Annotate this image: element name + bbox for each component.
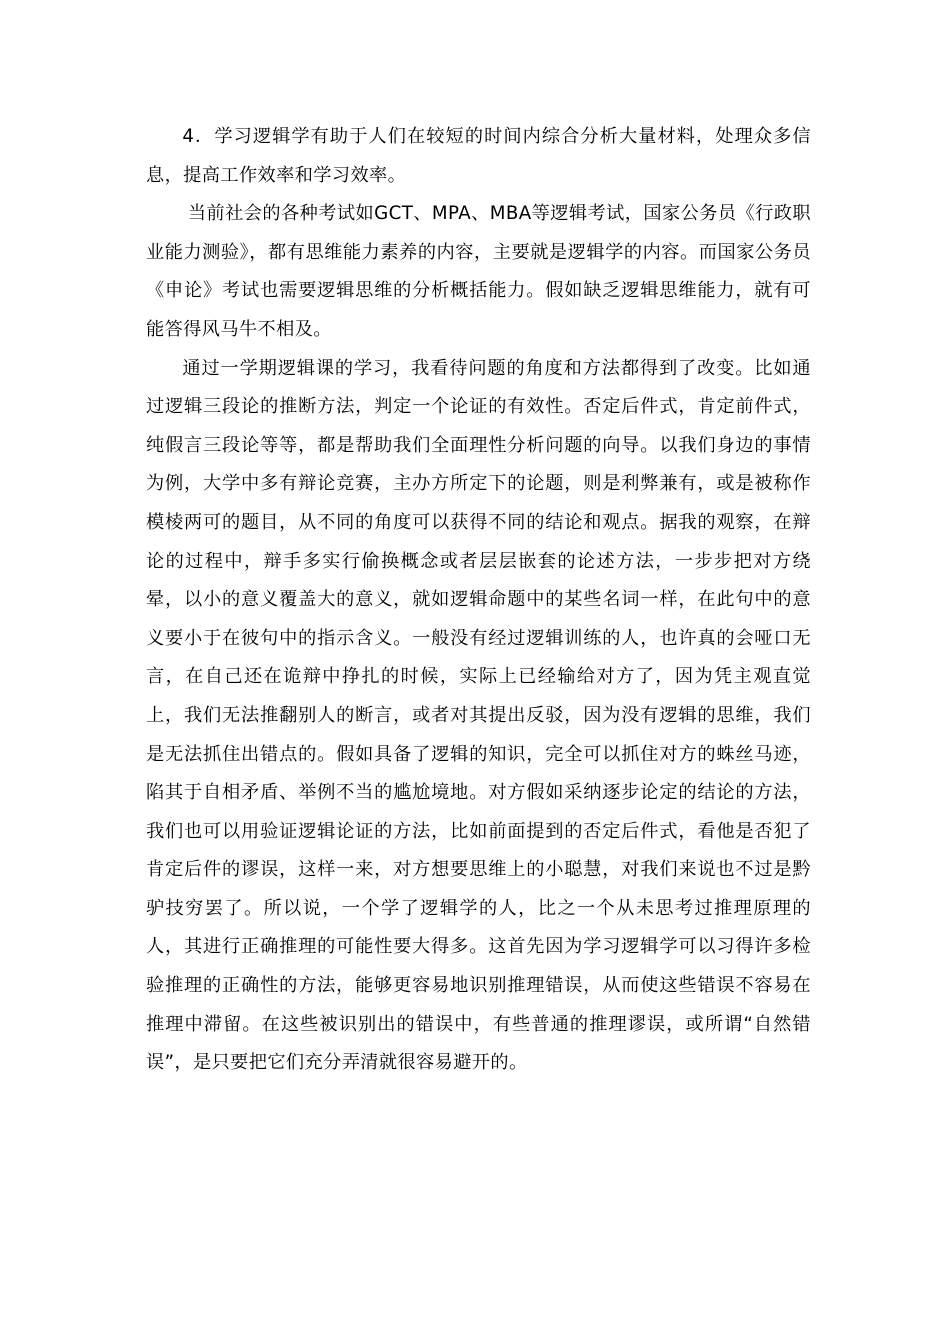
paragraph-exams: 当前社会的各种考试如GCT、MPA、MBA等逻辑考试，国家公务员《行政职业能力测验》，都有思维能力素养的内容，主要就是逻辑学的内容。而国家公务员《申论》考试也需要逻辑思维的分析概括能力。假如缺乏逻辑思维能力，就有可能答得风马牛不相及。 xyxy=(146,203,811,340)
paragraph-point-4: 4．学习逻辑学有助于人们在较短的时间内综合分析大量材料，处理众多信息，提高工作效率和学习效率。 xyxy=(146,126,811,186)
paragraph-course-reflection: 通过一学期逻辑课的学习，我看待问题的角度和方法都得到了改变。比如通过逻辑三段论的推断方法，判定一个论证的有效性。否定后件式，肯定前件式，纯假言三段论等等，都是帮助我们全面理性分析问题的向导。以我们身边的事情为例，大学中多有辩论竞赛，主办方所定下的论题，则是利弊兼有，或是被称作模棱两可的题目，从不同的角度可以获得不同的结论和观点。据我的观察，在辩论的过程中，辩手多实行偷换概念或者层层嵌套的论述方法，一步步把对方绕晕，以小的意义覆盖大的意义，就如逻辑命题中的某些名词一样，在此句中的意义要小于在彼句中的指示含义。一般没有经过逻辑训练的人，也许真的会哑口无言，在自己还在诡辩中挣扎的时候，实际上已经输给对方了，因为凭主观直觉上，我们无法推翻别人的断言，或者对其提出反驳，因为没有逻辑的思维，我们是无法抓住出错点的。假如具备了逻辑的知识，完全可以抓住对方的蛛丝马迹，陷其于自相矛盾、举例不当的尴尬境地。对方假如采纳逐步论定的结论的方法，我们也可以用验证逻辑论证的方法，比如前面提到的否定后件式，看他是否犯了肯定后件的谬误，这样一来，对方想要思维上的小聪慧，对我们来说也不过是黔驴技穷罢了。所以说，一个学了逻辑学的人，比之一个从未思考过推理原理的人，其进行正确推理的可能性要大得多。这首先因为学习逻辑学可以习得许多检验推理的正确性的方法，能够更容易地识别推理错误，从而使这些错误不容易在推理中滞留。在这些被识别出的错误中，有些普通的推理谬误，或所谓“自然错误”，是只要把它们充分弄清就很容易避开的。 xyxy=(146,357,811,1074)
body-text xyxy=(146,118,811,1083)
